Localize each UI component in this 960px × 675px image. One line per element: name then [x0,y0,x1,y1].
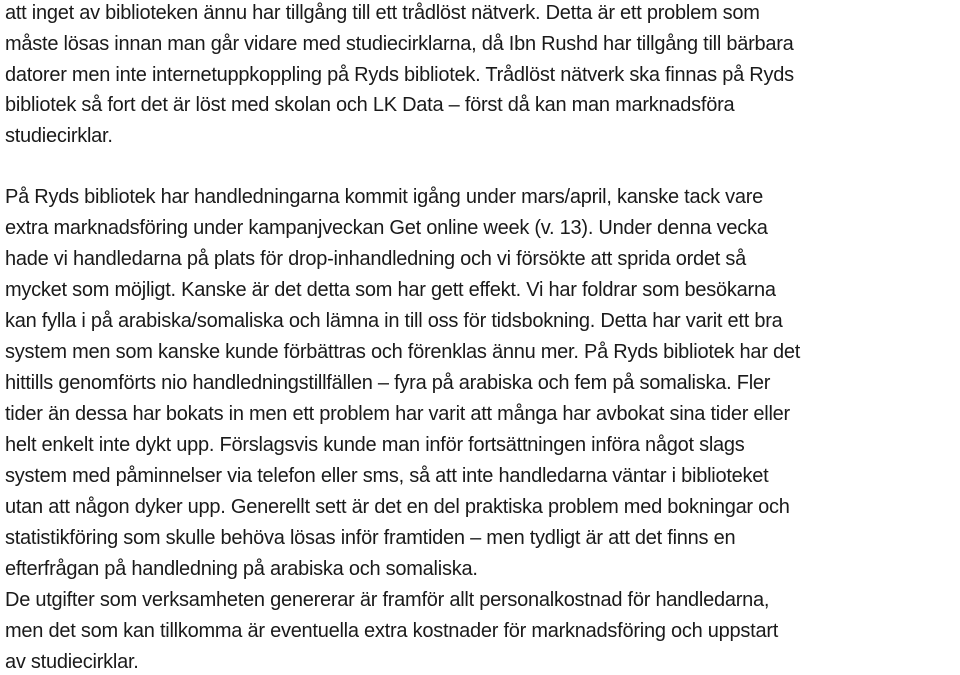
paragraph-2-line: system men som kanske kunde förbättras och förenklas ännu mer. På Ryds bibliotek har det [5,341,801,363]
paragraph-2-line: hade vi handledarna på plats för drop-inhandledning och vi försökte att sprida ordet så [5,248,746,270]
paragraph-3-line: De utgifter som verksamheten genererar är framför allt personalkostnad för handledarna, [5,589,770,611]
paragraph-2-line: hittills genomförts nio handledningstillfällen – fyra på arabiska och fem på somaliska. Fler [5,372,771,394]
paragraph-2-line: efterfrågan på handledning på arabiska och somaliska. [5,558,478,580]
paragraph-2-line: helt enkelt inte dykt upp. Förslagsvis kunde man inför fortsättningen införa något slags [5,434,745,456]
paragraph-1-line: bibliotek så fort det är löst med skolan och LK Data – först då kan man marknadsföra [5,94,735,116]
paragraph-2-line: utan att någon dyker upp. Generellt sett är det en del praktiska problem med bokningar och [5,496,790,518]
paragraph-2-line: På Ryds bibliotek har handledningarna kommit igång under mars/april, kanske tack vare [5,186,764,208]
paragraph-1-line: måste lösas innan man går vidare med studiecirklarna, då Ibn Rushd har tillgång till bärbara [5,33,794,55]
paragraph-1-line: att inget av biblioteken ännu har tillgång till ett trådlöst nätverk. Detta är ett problem som [5,2,760,24]
paragraph-2-line: statistikföring som skulle behöva lösas inför framtiden – men tydligt är att det finns en [5,527,736,549]
paragraph-3-line: men det som kan tillkomma är eventuella extra kostnader för marknadsföring och uppstart [5,620,779,642]
paragraph-2-line: system med påminnelser via telefon eller sms, så att inte handledarna väntar i biblioteket [5,465,769,487]
paragraph-2-line: mycket som möjligt. Kanske är det detta som har gett effekt. Vi har foldrar som besökarna [5,279,776,301]
document-page [5,0,960,675]
paragraph-3-line: av studiecirklar. [5,651,139,673]
paragraph-2-line: extra marknadsföring under kampanjveckan Get online week (v. 13). Under denna vecka [5,217,768,239]
paragraph-2-line: tider än dessa har bokats in men ett problem har varit att många har avbokat sina tider eller [5,403,790,425]
paragraph-2-line: kan fylla i på arabiska/somaliska och lämna in till oss för tidsbokning. Detta har varit ett bra [5,310,783,332]
paragraph-1-line: studiecirklar. [5,125,113,147]
paragraph-1-line: datorer men inte internetuppkoppling på Ryds bibliotek. Trådlöst nätverk ska finnas på Ryds [5,64,794,86]
